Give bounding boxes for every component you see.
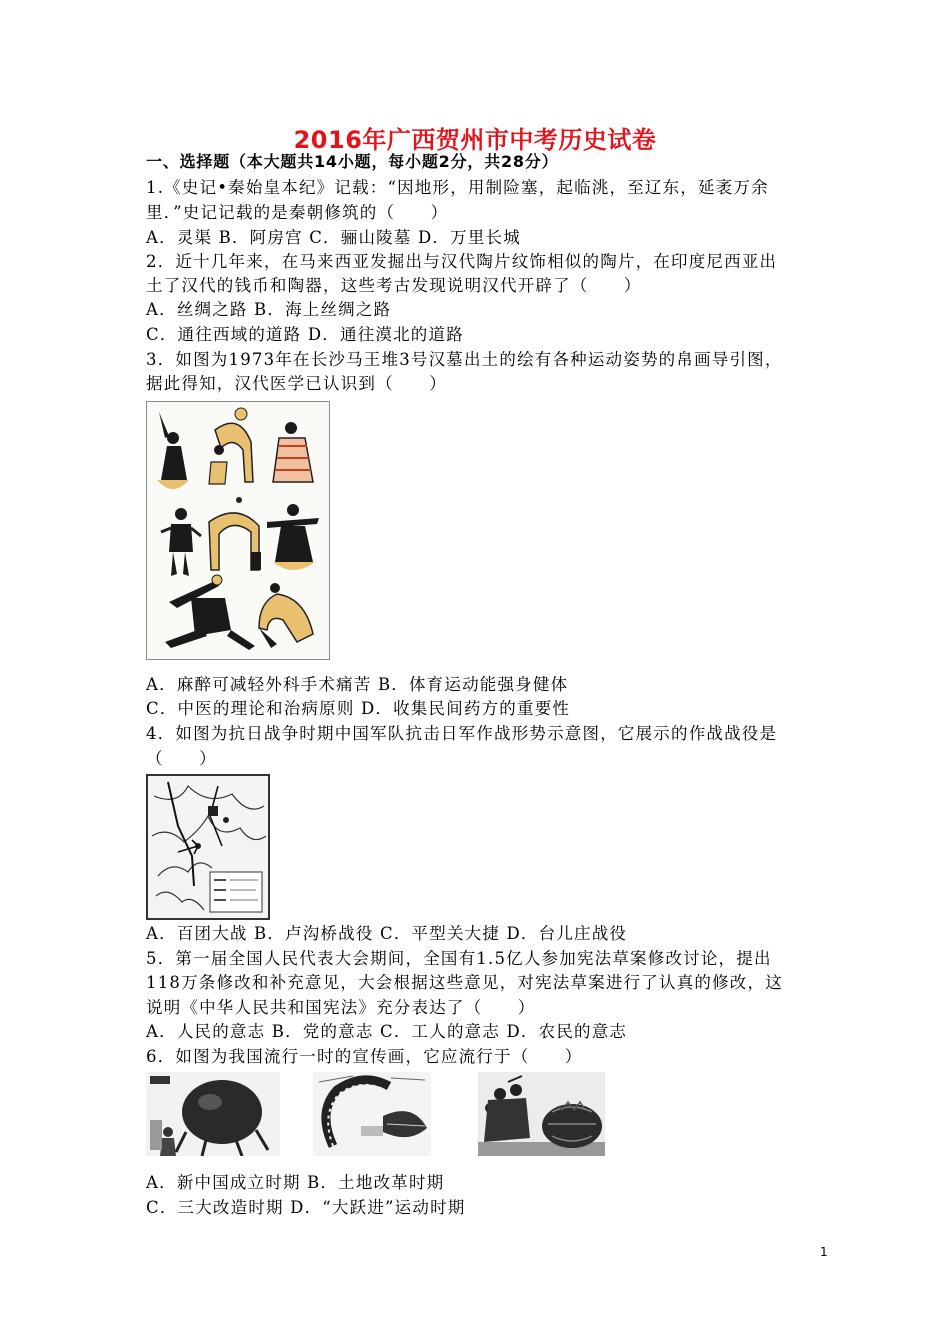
question-1-options: A．灵渠 B．阿房宫 C．骊山陵墓 D．万里长城 [146,228,521,247]
question-6-stem: 6．如图为我国流行一时的宣传画，它应流行于（ ） [146,1047,583,1066]
daoyin-figures-image [146,401,330,660]
propaganda-poster-2 [313,1072,431,1156]
section-heading: 一、选择题（本大题共14小题，每小题2分，共28分） [146,152,559,171]
question-2-stem-cont: 土了汉代的钱币和陶器，这些考古发现说明汉代开辟了（ ） [146,276,642,295]
question-1-stem: 1.《史记•秦始皇本纪》记载：“因地形，用制险塞，起临洮，至辽东，延袤万余 [146,178,769,197]
question-3-stem: 3．如图为1973年在长沙马王堆3号汉墓出土的绘有各种运动姿势的帛画导引图， [146,350,783,369]
propaganda-poster-3 [478,1072,605,1156]
question-5-stem-cont2: 说明《中华人民共和国宪法》充分表达了（ ） [146,998,536,1017]
page-number: 1 [820,1245,828,1259]
question-5-options: A．人民的意志 B．党的意志 C．工人的意志 D．农民的意志 [146,1022,628,1041]
page-title: 2016年广西贺州市中考历史试卷 [293,126,657,154]
question-4-stem-cont: （ ） [146,749,217,768]
question-5-stem-cont: 118万条修改和补充意见，大会根据这些意见，对宪法草案进行了认真的修改，这 [146,973,783,992]
question-3-stem-cont: 据此得知，汉代医学已认识到（ ） [146,374,447,393]
propaganda-poster-1 [146,1072,280,1156]
question-4-stem: 4．如图为抗日战争时期中国军队抗击日军作战形势示意图，它展示的作战战役是 [146,724,778,743]
question-2-stem: 2．近十几年来，在马来西亚发掘出与汉代陶片纹饰相似的陶片，在印度尼西亚出 [146,252,778,271]
question-6-options-cd: C．三大改造时期 D．“大跃进”运动时期 [146,1198,466,1217]
battle-map-image [146,774,270,920]
question-1-stem-cont: 里．”史记记载的是秦朝修筑的（ ） [146,203,449,222]
question-2-options-cd: C．通往西域的道路 D．通往漠北的道路 [146,325,464,344]
question-4-options: A．百团大战 B．卢沟桥战役 C．平型关大捷 D．台儿庄战役 [146,924,628,943]
question-6-options-ab: A．新中国成立时期 B．土地改革时期 [146,1173,445,1192]
question-3-options-cd: C．中医的理论和治病原则 D．收集民间药方的重要性 [146,699,571,718]
question-2-options-ab: A．丝绸之路 B．海上丝绸之路 [146,300,392,319]
question-3-options-ab: A．麻醉可减轻外科手术痛苦 B．体育运动能强身健体 [146,675,569,694]
question-5-stem: 5．第一届全国人民代表大会期间，全国有1.5亿人参加宪法草案修改讨论，提出 [146,949,772,968]
